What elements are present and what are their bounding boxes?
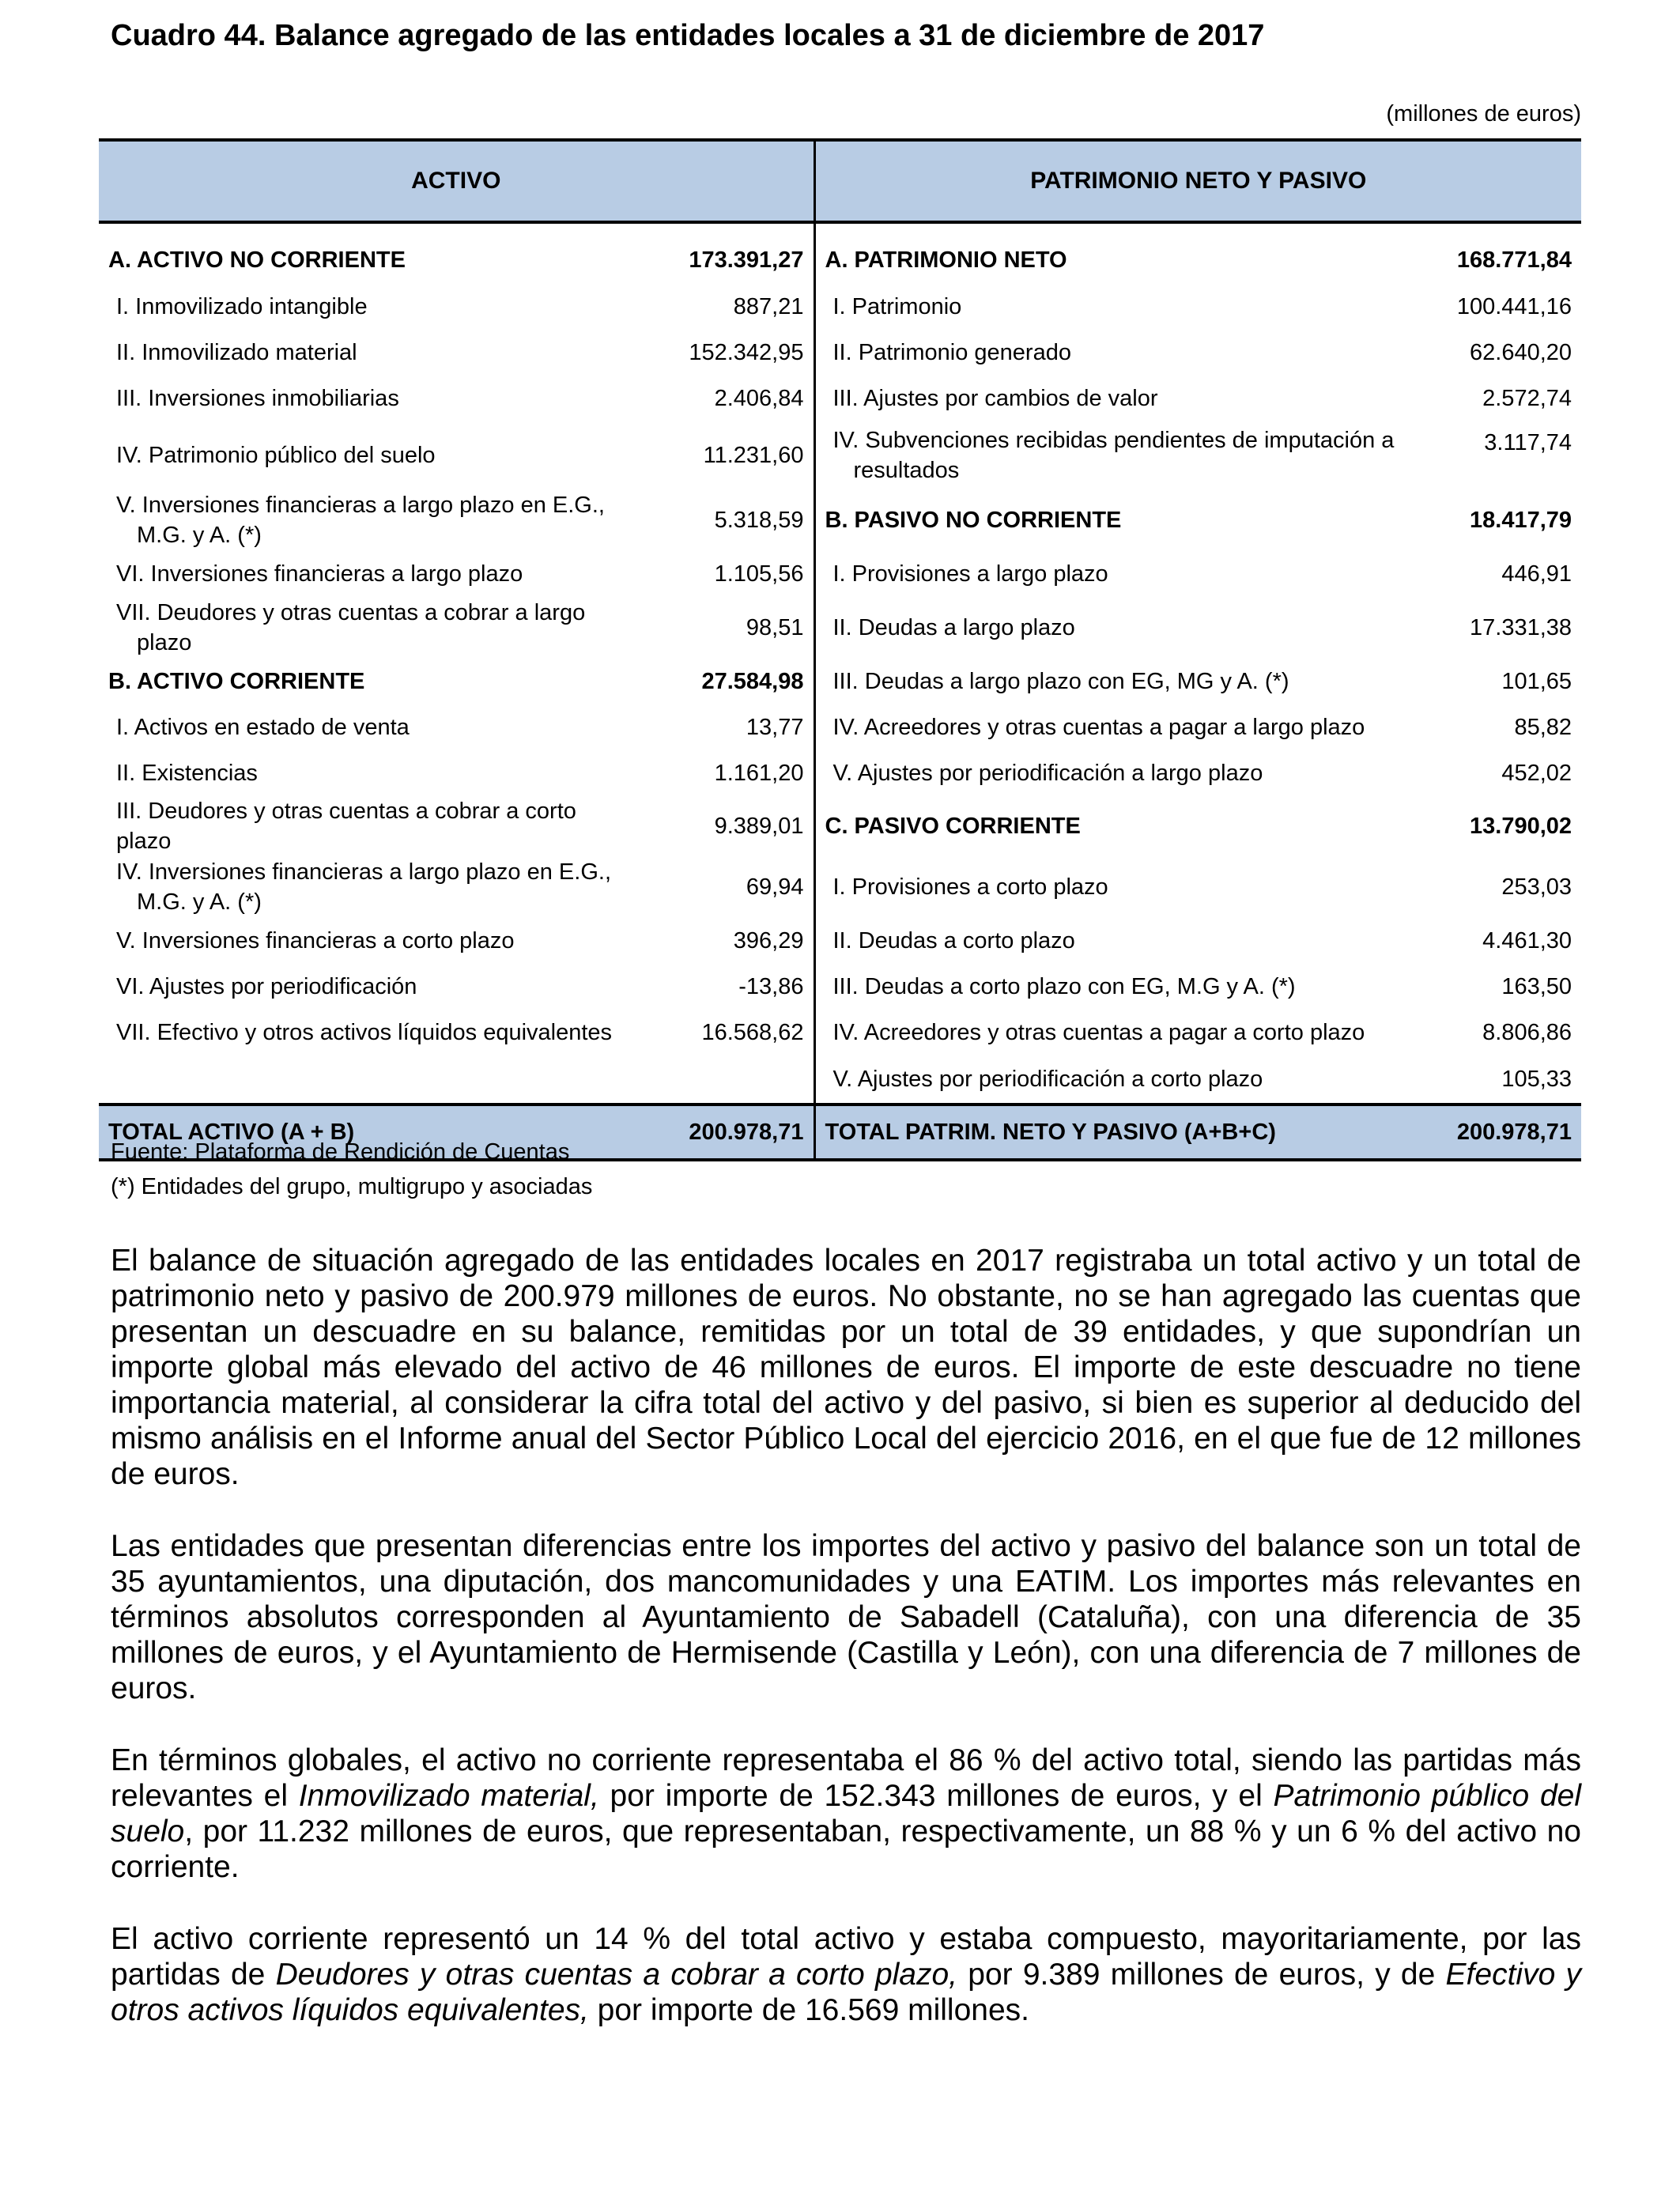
row-value: 11.231,60 — [636, 421, 814, 489]
row-value: 1.105,56 — [636, 551, 814, 597]
row-value: 396,29 — [636, 918, 814, 964]
row-value: 253,03 — [1501, 874, 1572, 900]
row-label-line: M.G. y A. (*) — [137, 523, 262, 548]
table-row — [99, 376, 1581, 421]
table-row — [99, 597, 1581, 659]
row-label-multiline — [814, 421, 1415, 489]
row-label: VII. Efectivo y otros activos líquidos equivalentes — [116, 1020, 613, 1045]
units-label: (millones de euros) — [1386, 101, 1581, 127]
row-label: VI. Inversiones financieras a largo plazo — [116, 561, 523, 587]
row-label: I. Provisiones a largo plazo — [832, 561, 1108, 587]
row-label: VI. Ajustes por periodificación — [116, 974, 417, 999]
row-label: III. Deudas a largo plazo con EG, MG y A. (*) — [832, 669, 1289, 694]
paragraph-3 — [111, 1743, 1581, 1885]
row-value: 13.790,02 — [1470, 814, 1572, 839]
row-label: III. Deudas a corto plazo con EG, M.G y A. (*) — [832, 974, 1296, 999]
total-activo-value: 200.978,71 — [636, 1105, 814, 1160]
row-value: 62.640,20 — [1470, 340, 1572, 365]
row-value: 173.391,27 — [636, 222, 814, 284]
row-label-line: V. Inversiones financieras a largo plazo en E.G., — [116, 493, 605, 518]
row-value: 3.117,74 — [1484, 430, 1572, 455]
row-label — [99, 1055, 636, 1105]
table-row — [99, 796, 1581, 856]
table-row — [99, 489, 1581, 551]
row-label-line: resultados — [853, 458, 960, 483]
body-text — [111, 1243, 1581, 2064]
row-value: -13,86 — [636, 964, 814, 1010]
source-note: Fuente: Plataforma de Rendición de Cuentas — [111, 1139, 570, 1165]
row-label-multiline — [99, 856, 636, 918]
row-value: 101,65 — [1501, 669, 1572, 694]
table-row — [99, 659, 1581, 704]
table-row — [99, 964, 1581, 1010]
row-label: V. Ajustes por periodificación a corto plazo — [832, 1067, 1263, 1092]
row-label-line: IV. Inversiones financieras a largo plazo en E.G., — [116, 859, 612, 885]
row-label: III. Inversiones inmobiliarias — [116, 386, 399, 411]
row-label: IV. Acreedores y otras cuentas a pagar a largo plazo — [832, 715, 1365, 740]
row-label: I. Patrimonio — [832, 294, 962, 319]
text-run: por importe de 16.569 millones. — [588, 1993, 1029, 2027]
row-label: II. Inmovilizado material — [116, 340, 357, 365]
row-label-line: M.G. y A. (*) — [137, 889, 262, 915]
table-row — [99, 551, 1581, 597]
row-label: II. Existencias — [116, 761, 258, 786]
row-value: 16.568,62 — [636, 1010, 814, 1055]
row-label: III. Deudores y otras cuentas a cobrar a corto plazo — [116, 799, 576, 854]
italic-term: Patrimonio público del suelo — [111, 1779, 1581, 1848]
row-value: 17.331,38 — [1470, 615, 1572, 640]
row-value: 98,51 — [636, 597, 814, 659]
row-value: 85,82 — [1514, 715, 1572, 740]
total-activo-label: TOTAL ACTIVO (A + B) — [99, 1105, 636, 1160]
paragraph-1: El balance de situación agregado de las entidades locales en 2017 registraba un total activo y un total de patrimonio neto y pasivo de 200.979 millones de euros. No obstante, no se han agregado las cuentas que presentan un descuadre en su balance, remitidas por un total de 39 entidades, y que supondrían un importe global más elevado del activo de 46 millones de euros. El importe de este descuadre no tiene importancia material, al considerar la cifra total del activo y del pasivo, si bien es superior al deducido del mismo análisis en el Informe anual del Sector Público Local del ejercicio 2016, en el que fue de 12 millones de euros. — [111, 1244, 1581, 1491]
row-value: 8.806,86 — [1482, 1020, 1572, 1045]
row-value: 887,21 — [636, 284, 814, 330]
italic-term: Inmovilizado material, — [298, 1779, 599, 1813]
table-header-row — [99, 140, 1581, 222]
row-value: 4.461,30 — [1482, 928, 1572, 954]
italic-term: Efectivo y otros activos líquidos equivalentes, — [111, 1958, 1581, 2027]
row-label-line: IV. Subvenciones recibidas pendientes de imputación a — [832, 428, 1395, 453]
text-run: En términos globales, el activo no corriente representaba el 86 % del activo total, siendo las partidas más relevantes el — [111, 1743, 1581, 1813]
table-row — [99, 222, 1581, 284]
table-notes — [111, 1135, 592, 1204]
text-run: por 9.389 millones de euros, y de — [957, 1958, 1446, 1992]
row-label: II. Deudas a corto plazo — [832, 928, 1075, 954]
row-value: 9.389,01 — [636, 796, 814, 856]
table-row — [99, 284, 1581, 330]
table-title: Cuadro 44. Balance agregado de las entidades locales a 31 de diciembre de 2017 — [111, 19, 1265, 52]
table-row — [99, 750, 1581, 796]
text-run: El activo corriente representó un 14 % del total activo y estaba compuesto, mayoritariamente, por las partidas de — [111, 1922, 1581, 1992]
header-patrimonio: PATRIMONIO NETO Y PASIVO — [814, 140, 1581, 222]
row-label-multiline — [99, 597, 636, 659]
row-label: III. Ajustes por cambios de valor — [832, 386, 1158, 411]
total-pasivo-value: 200.978,71 — [1415, 1105, 1581, 1160]
text-run: por importe de 152.343 millones de euros, y el — [598, 1779, 1274, 1813]
text-run: , por 11.232 millones de euros, que representaban, respectivamente, un 88 % y un 6 % del activo no corriente. — [111, 1814, 1581, 1884]
row-value: 105,33 — [1501, 1067, 1572, 1092]
row-label: IV. Patrimonio público del suelo — [116, 443, 436, 468]
balance-table — [99, 138, 1581, 1161]
row-label: V. Ajustes por periodificación a largo plazo — [832, 761, 1263, 786]
paragraph-2: Las entidades que presentan diferencias entre los importes del activo y pasivo del balance son un total de 35 ayuntamientos, una diputación, dos mancomunidades y una EATIM. Los importes más relevantes en términos absolutos corresponden al Ayuntamiento de Sabadell (Cataluña), con una diferencia de 35 millones de euros, y el Ayuntamiento de Hermisende (Castilla y León), con una diferencia de 7 millones de euros. — [111, 1529, 1581, 1705]
row-value: 2.572,74 — [1482, 386, 1572, 411]
row-value: 152.342,95 — [636, 330, 814, 376]
footnote: (*) Entidades del grupo, multigrupo y asociadas — [111, 1174, 593, 1199]
table-row — [99, 330, 1581, 376]
paragraph-4 — [111, 1921, 1581, 2028]
row-label: B. PASIVO NO CORRIENTE — [825, 508, 1122, 533]
row-value: 1.161,20 — [636, 750, 814, 796]
row-value: 168.771,84 — [1456, 247, 1572, 273]
row-value: 18.417,79 — [1470, 508, 1572, 533]
table-row — [99, 704, 1581, 750]
row-label: V. Inversiones financieras a corto plazo — [116, 928, 515, 954]
row-value: 446,91 — [1501, 561, 1572, 587]
row-value: 69,94 — [636, 856, 814, 918]
row-label: C. PASIVO CORRIENTE — [825, 814, 1081, 839]
row-label-line: VII. Deudores y otras cuentas a cobrar a largo — [116, 600, 586, 625]
row-value: 5.318,59 — [636, 489, 814, 551]
row-value — [636, 1055, 814, 1105]
table-row — [99, 856, 1581, 918]
table-row — [99, 1055, 1581, 1105]
italic-term: Deudores y otras cuentas a cobrar a corto plazo, — [275, 1958, 958, 1992]
row-value: 2.406,84 — [636, 376, 814, 421]
row-label: I. Inmovilizado intangible — [116, 294, 368, 319]
row-label: IV. Acreedores y otras cuentas a pagar a corto plazo — [832, 1020, 1365, 1045]
row-value: 27.584,98 — [636, 659, 814, 704]
row-label: I. Activos en estado de venta — [116, 715, 410, 740]
row-value: 13,77 — [636, 704, 814, 750]
row-value: 452,02 — [1501, 761, 1572, 786]
row-value: 100.441,16 — [1456, 294, 1572, 319]
table-row — [99, 918, 1581, 964]
table-row — [99, 1010, 1581, 1055]
total-pasivo-label: TOTAL PATRIM. NETO Y PASIVO (A+B+C) — [814, 1105, 1415, 1160]
row-label: B. ACTIVO CORRIENTE — [108, 669, 365, 694]
row-label-multiline — [99, 489, 636, 551]
row-label: I. Provisiones a corto plazo — [832, 874, 1108, 900]
row-label: A. PATRIMONIO NETO — [825, 247, 1067, 273]
header-activo: ACTIVO — [99, 140, 814, 222]
row-label-line: plazo — [137, 630, 192, 655]
row-label: II. Patrimonio generado — [832, 340, 1071, 365]
row-label: A. ACTIVO NO CORRIENTE — [108, 247, 406, 273]
row-value: 163,50 — [1501, 974, 1572, 999]
table-row — [99, 421, 1581, 489]
row-label: II. Deudas a largo plazo — [832, 615, 1075, 640]
